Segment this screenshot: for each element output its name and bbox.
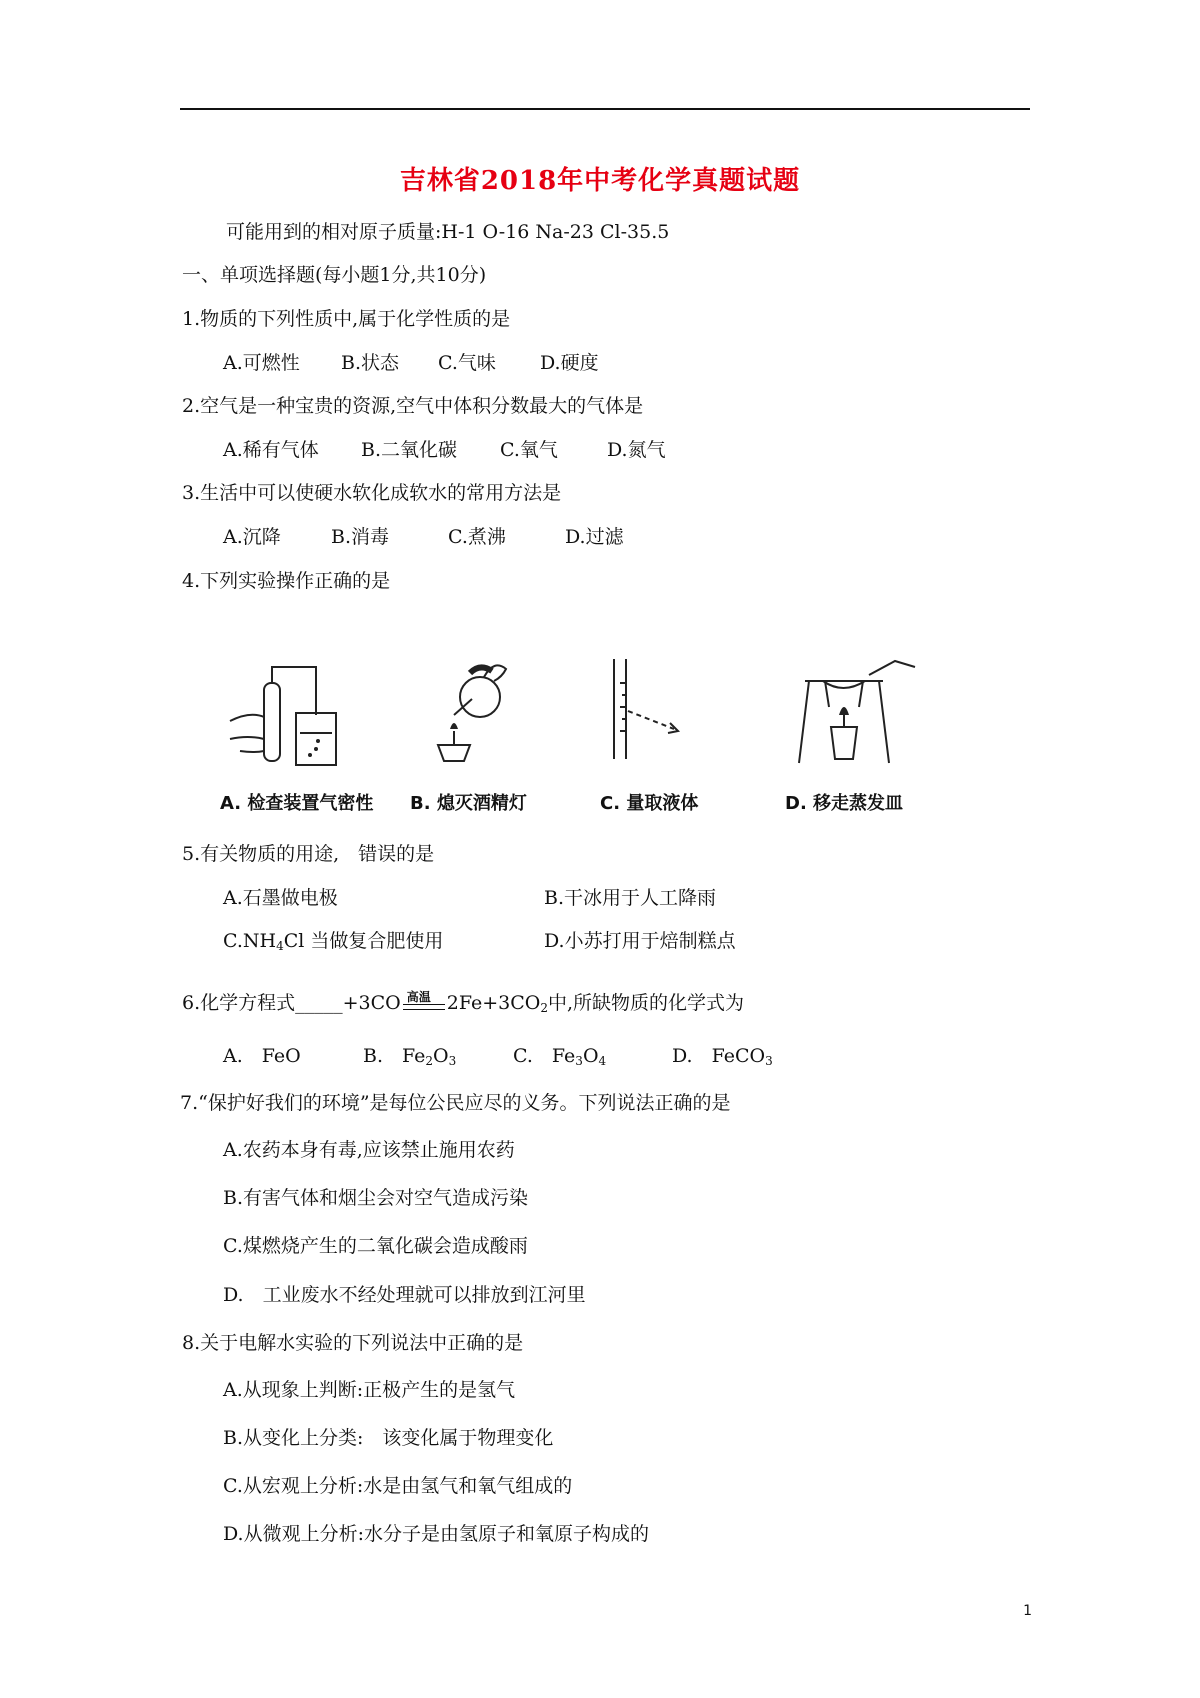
option-d [672, 1043, 773, 1074]
subscript: 3 [765, 1054, 773, 1068]
subscript: 4 [276, 939, 284, 953]
option-a: A.农药本身有毒,应该禁止施用农药 [223, 1139, 515, 1161]
option-d-prefix: D. FeCO [672, 1045, 766, 1067]
page-title: 吉林省2018年中考化学真题试题 [399, 166, 801, 196]
option-c-mid: O [582, 1045, 599, 1067]
subscript: 3 [448, 1054, 457, 1068]
option-a: A.沉降 [223, 526, 281, 548]
option-a: A.可燃性 [223, 352, 300, 374]
evaporating-dish-icon [785, 655, 970, 785]
page-number: 1 [1023, 1603, 1032, 1619]
question-5-stem: 5.有关物质的用途, 错误的是 [182, 843, 435, 865]
equation-products: 2Fe+3CO [446, 992, 541, 1014]
figure-a [220, 655, 390, 815]
figure-c [600, 655, 770, 815]
question-6-stem [182, 990, 744, 1021]
equals-bars [403, 1004, 445, 1010]
question-8-stem: 8.关于电解水实验的下列说法中正确的是 [182, 1332, 524, 1354]
airtightness-apparatus-icon [220, 655, 390, 785]
option-d: D. 工业废水不经处理就可以排放到江河里 [223, 1284, 586, 1306]
question-4-stem: 4.下列实验操作正确的是 [182, 570, 391, 592]
figure-d-caption: D. 移走蒸发皿 [785, 793, 904, 814]
question-3-stem: 3.生活中可以使硬水软化成软水的常用方法是 [182, 482, 562, 504]
alcohol-lamp-icon [410, 655, 580, 785]
option-b: B.二氧化碳 [361, 439, 458, 461]
atomic-mass-note: 可能用到的相对原子质量:H-1 O-16 Na-23 Cl-35.5 [226, 221, 670, 243]
header-rule [180, 108, 1030, 110]
option-a: A.稀有气体 [223, 439, 319, 461]
option-d: D.过滤 [565, 526, 624, 548]
reaction-condition: 高温 [406, 990, 431, 1004]
graduated-cylinder-icon [600, 655, 770, 785]
question-1-options [223, 350, 599, 376]
option-d: D.从微观上分析:水分子是由氢原子和氧原子构成的 [223, 1523, 649, 1545]
section-heading: 一、单项选择题(每小题1分,共10分) [182, 264, 487, 286]
figure-b-caption: B. 熄灭酒精灯 [410, 793, 527, 814]
question-1-stem: 1.物质的下列性质中,属于化学性质的是 [182, 308, 511, 330]
option-d: D.硬度 [540, 352, 599, 374]
equation-suffix: 中,所缺物质的化学式为 [548, 992, 745, 1014]
option-b: B.干冰用于人工降雨 [544, 887, 717, 909]
question-2-stem: 2.空气是一种宝贵的资源,空气中体积分数最大的气体是 [182, 395, 644, 417]
option-c-suffix: Cl 当做复合肥使用 [283, 930, 444, 952]
question-7-stem: 7.“保护好我们的环境”是每位公民应尽的义务。下列说法正确的是 [180, 1092, 731, 1114]
option-a: A.从现象上判断:正极产生的是氢气 [223, 1379, 516, 1401]
option-c: C.氧气 [500, 439, 558, 461]
option-c [513, 1043, 672, 1074]
figure-c-caption: C. 量取液体 [600, 793, 699, 814]
figure-b [410, 655, 580, 815]
equation-prefix: 6.化学方程式_____+3CO [182, 992, 401, 1014]
option-b: B.消毒 [331, 526, 390, 548]
experiment-figures [220, 655, 970, 815]
option-b-prefix: B. Fe [363, 1045, 426, 1067]
option-b [363, 1043, 513, 1074]
option-c [223, 928, 443, 959]
subscript: 4 [598, 1054, 607, 1068]
question-6-options [223, 1043, 773, 1074]
subscript: 3 [575, 1054, 583, 1068]
option-a: A.石墨做电极 [223, 887, 338, 909]
option-c: C.从宏观上分析:水是由氢气和氧气组成的 [223, 1475, 573, 1497]
option-c-prefix: C.NH [223, 930, 277, 952]
option-d: D.氮气 [607, 439, 666, 461]
option-c: C.气味 [438, 352, 496, 374]
subscript: 2 [540, 1001, 549, 1015]
option-a: A. FeO [223, 1045, 301, 1067]
figure-a-caption: A. 检查装置气密性 [220, 793, 374, 814]
reaction-arrow [401, 990, 447, 1016]
question-2-options [223, 437, 666, 463]
option-b: B.有害气体和烟尘会对空气造成污染 [223, 1187, 529, 1209]
subscript: 2 [425, 1054, 434, 1068]
option-c: C.煤燃烧产生的二氧化碳会造成酸雨 [223, 1235, 528, 1257]
option-d: D.小苏打用于焙制糕点 [544, 930, 736, 952]
option-c-prefix: C. Fe [513, 1045, 576, 1067]
option-b: B.状态 [341, 352, 400, 374]
option-c: C.煮沸 [448, 526, 506, 548]
question-3-options [223, 524, 624, 550]
option-b-mid: O [433, 1045, 449, 1067]
figure-d [785, 655, 955, 815]
option-b: B.从变化上分类: 该变化属于物理变化 [223, 1427, 554, 1449]
